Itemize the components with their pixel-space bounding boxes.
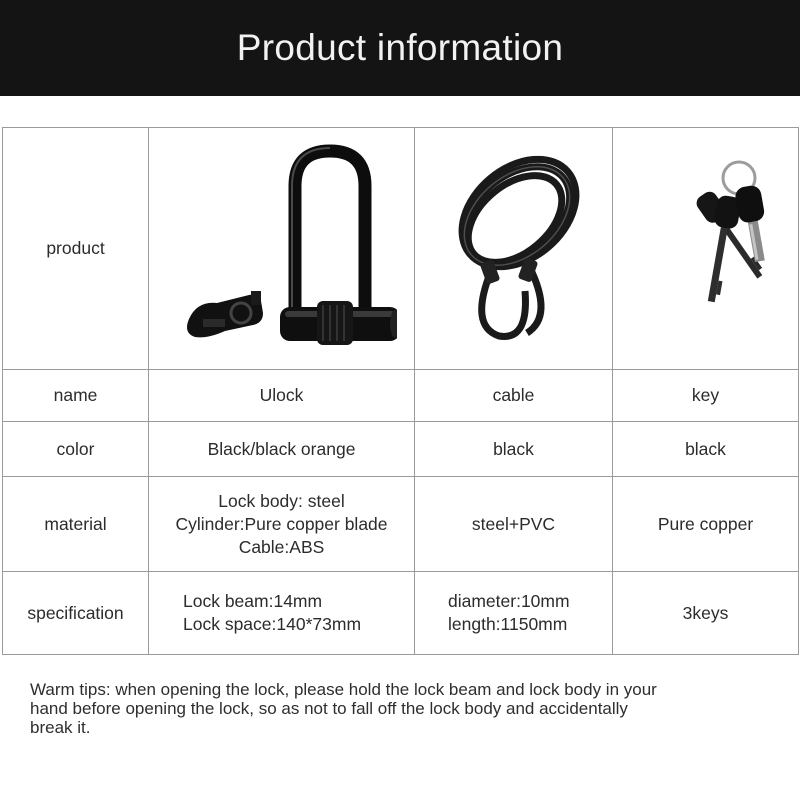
warm-tips: [30, 680, 775, 737]
ulock-image-cell: [149, 128, 415, 370]
ulock-material-line: Lock body: steel: [218, 490, 345, 511]
cable-color: black: [415, 422, 613, 477]
keys-image: [626, 141, 786, 356]
ulock-material-line: Cable:ABS: [238, 536, 325, 557]
ulock-color: Black/black orange: [149, 422, 415, 477]
table-row-material: [3, 477, 799, 572]
ulock-name: Ulock: [149, 370, 415, 422]
ulock-specification: [149, 572, 415, 655]
ulock-spec-line: Lock beam:14mm: [183, 591, 323, 611]
row-label-name: name: [3, 370, 149, 422]
cable-image: [429, 141, 599, 356]
table-row-specification: [3, 572, 799, 655]
cable-name: cable: [415, 370, 613, 422]
header-banner: [0, 0, 800, 96]
cable-material: steel+PVC: [415, 477, 613, 572]
cable-image-cell: [415, 128, 613, 370]
tips-line: break it.: [30, 718, 91, 737]
cable-spec-line: diameter:10mm: [448, 591, 570, 611]
ulock-material-line: Cylinder:Pure copper blade: [175, 513, 388, 534]
tips-line: hand before opening the lock, so as not to fall off the lock body and accidentally: [30, 699, 628, 718]
table-row-product: [3, 128, 799, 370]
cable-spec-line: length:1150mm: [448, 614, 568, 634]
tips-line: Warm tips: when opening the lock, please hold the lock beam and lock body in your: [30, 680, 657, 699]
page-title: Product information: [236, 27, 564, 68]
row-label-product: product: [3, 128, 149, 370]
table-row-color: [3, 422, 799, 477]
ulock-spec-line: Lock space:140*73mm: [183, 614, 362, 634]
product-info-table: [2, 127, 799, 655]
u-lock-image: [167, 141, 397, 356]
row-label-color: color: [3, 422, 149, 477]
row-label-specification: specification: [3, 572, 149, 655]
cable-specification: [415, 572, 613, 655]
table-row-name: [3, 370, 799, 422]
keys-image-cell: [613, 128, 799, 370]
key-name: key: [613, 370, 799, 422]
row-label-material: material: [3, 477, 149, 572]
key-material: Pure copper: [613, 477, 799, 572]
key-specification: 3keys: [613, 572, 799, 655]
key-color: black: [613, 422, 799, 477]
ulock-material: [149, 477, 415, 572]
